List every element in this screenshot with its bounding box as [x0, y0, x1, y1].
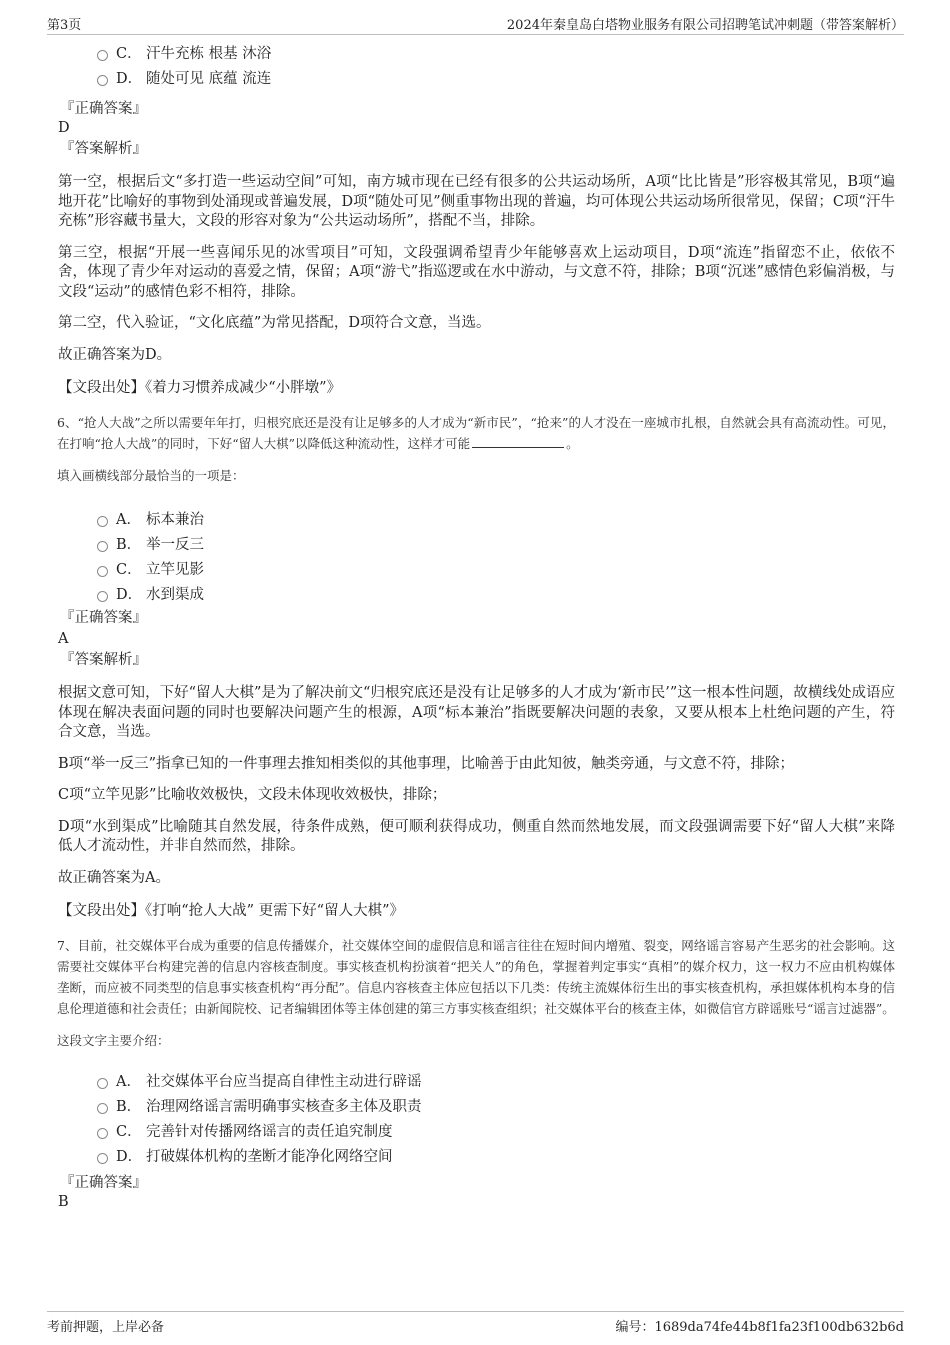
option-d[interactable] — [57, 583, 895, 608]
q5-options — [57, 42, 895, 92]
option-letter: B． — [116, 537, 142, 553]
question-text: 6、“抢人大战”之所以需要年年打，归根究底还是没有让足够多的人才成为“新市民”，“抢来”的人才没在一座城市扎根，自然就会具有高流动性。可见，在打响“抢人大战”的同时，下好“留人大棋”以降低这种流动性，这样才可能 — [57, 415, 895, 451]
option-text: 立竿见影 — [146, 562, 204, 578]
option-text: 打破媒体机构的垄断才能净化网络空间 — [146, 1149, 393, 1165]
option-b[interactable] — [57, 533, 895, 558]
answer-label: 『正确答案』 — [60, 101, 147, 117]
option-letter: D． — [116, 1149, 143, 1165]
document-code — [615, 1316, 904, 1335]
option-letter: A． — [116, 1074, 141, 1090]
analysis-paragraph: 根据文意可知，下好“留人大棋”是为了解决前文“归根究底还是没有让足够多的人才成为‘新市民’”这一根本性问题，故横线处成语应体现在解决表面问题的同时也要解决问题产生的根源，A项“标本兼治”指既要解决问题的表象，又要从根本上杜绝问题的产生，符合文意，当选。 — [58, 685, 895, 740]
correct-answer: D — [58, 120, 70, 136]
option-c[interactable] — [57, 558, 895, 583]
footer-slogan: 考前押题，上岸必备 — [47, 1320, 165, 1335]
analysis-label: 『答案解析』 — [60, 141, 147, 157]
radio-icon[interactable] — [97, 566, 108, 577]
analysis-paragraph: D项“水到渠成”比喻随其自然发展，待条件成熟，便可顺利获得成功，侧重自然而然地发展，而文段强调需要下好“留人大棋”来降低人才流动性，并非自然而然，排除。 — [58, 818, 895, 854]
option-letter: A． — [116, 512, 141, 528]
document-title: 2024年秦皇岛白塔物业服务有限公司招聘笔试冲刺题（带答案解析） — [506, 18, 904, 33]
analysis-paragraph: B项“举一反三”指拿已知的一件事理去推知相类似的其他事理，比喻善于由此知彼，触类旁通，与文意不符，排除； — [58, 755, 794, 772]
radio-icon[interactable] — [97, 516, 108, 527]
option-text: 举一反三 — [146, 537, 204, 553]
analysis-paragraph: 第一空，根据后文“多打造一些运动空间”可知，南方城市现在已经有很多的公共运动场所，A项“比比皆是”形容极其常见，B项“遍地开花”比喻好的事物到处涌现或普遍发展，D项“随处可见”侧重事物出现的普遍，均可体现公共运动场所很常见，保留；C项“汗牛充栋”形容藏书量大，文段的形容对象为“公共运动场所”，搭配不当，排除。 — [58, 174, 895, 229]
analysis-paragraph: 故正确答案为D。 — [58, 346, 172, 363]
question-7: 7、目前，社交媒体平台成为重要的信息传播媒介，社交媒体空间的虚假信息和谣言往往在短时间内增殖、裂变，网络谣言容易产生恶劣的社会影响。这需要社交媒体平台构建完善的信息内容核查制度。事实核查机构扮演着“把关人”的角色，掌握着判定事实“真相”的媒介权力，这一权力不应由机构媒体垄断，而应被不同类型的信息事实核查机构“再分配”。信息内容核查主体应包括以下几类：传统主流媒体衍生出的事实核查机构，承担媒体机构本身的信息伦理道德和社会责任；由新闻院校、记者编辑团体等主体创建的第三方事实核查组织；社交媒体平台的核查主体，如微信官方辟谣账号“谣言过滤器”。 — [57, 938, 895, 1016]
option-text: 水到渠成 — [146, 587, 204, 603]
option-a[interactable] — [57, 1070, 895, 1095]
option-c[interactable] — [57, 42, 895, 67]
fill-blank — [472, 435, 564, 448]
analysis-paragraph: 第三空，根据“开展一些喜闻乐见的冰雪项目”可知，文段强调希望青少年能够喜欢上运动项目，D项“流连”指留恋不止，依依不舍，体现了青少年对运动的喜爱之情，保留；A项“游弋”指巡逻或在水中游动，与文意不符，排除；B项“沉迷”感情色彩偏消极，与文段“运动”的感情色彩不相符，排除。 — [58, 244, 895, 300]
correct-answer: A — [58, 631, 69, 647]
option-letter: C． — [116, 46, 142, 62]
page-footer — [47, 1311, 904, 1334]
document-body — [57, 42, 895, 1214]
option-text: 随处可见 底蕴 流连 — [146, 71, 272, 87]
code-value: 1689da74fe44b8f1fa23f100db632b6d — [654, 1320, 904, 1335]
question-6 — [57, 412, 895, 454]
option-text: 标本兼治 — [146, 512, 204, 528]
q7-options — [57, 1070, 895, 1170]
answer-label: 『正确答案』 — [60, 1175, 147, 1191]
option-a[interactable] — [57, 508, 895, 533]
radio-icon[interactable] — [97, 541, 108, 552]
analysis-label: 『答案解析』 — [60, 652, 147, 668]
question-prompt: 填入画横线部分最恰当的一项是： — [57, 468, 245, 483]
analysis-paragraph: C项“立竿见影”比喻收效极快，文段未体现收效极快，排除； — [58, 787, 447, 803]
code-label: 编号： — [615, 1320, 655, 1335]
source-citation: 【文段出处】《打响“抢人大战” 更需下好“留人大棋”》 — [58, 903, 405, 919]
radio-icon[interactable] — [97, 50, 108, 61]
option-text: 汗牛充栋 根基 沐浴 — [146, 46, 272, 62]
radio-icon[interactable] — [97, 591, 108, 602]
q6-options — [57, 508, 895, 608]
source-citation: 【文段出处】《着力习惯养成减少“小胖墩”》 — [58, 380, 342, 396]
option-letter: D． — [116, 587, 143, 603]
option-b[interactable] — [57, 1095, 895, 1120]
analysis-paragraph: 故正确答案为A。 — [58, 869, 170, 886]
option-letter: D． — [116, 71, 143, 87]
page-header — [47, 14, 904, 35]
option-letter: C． — [116, 562, 142, 578]
option-text: 治理网络谣言需明确事实核查多主体及职责 — [146, 1099, 422, 1115]
question-prompt: 这段文字主要介绍： — [57, 1033, 170, 1048]
option-d[interactable] — [57, 67, 895, 92]
radio-icon[interactable] — [97, 1078, 108, 1089]
option-text: 完善针对传播网络谣言的责任追究制度 — [146, 1124, 393, 1140]
option-letter: C． — [116, 1124, 142, 1140]
radio-icon[interactable] — [97, 75, 108, 86]
option-d[interactable] — [57, 1145, 895, 1170]
answer-label: 『正确答案』 — [60, 610, 147, 626]
question-end: 。 — [566, 436, 579, 451]
correct-answer: B — [58, 1194, 69, 1210]
radio-icon[interactable] — [97, 1128, 108, 1139]
radio-icon[interactable] — [97, 1153, 108, 1164]
option-c[interactable] — [57, 1120, 895, 1145]
radio-icon[interactable] — [97, 1103, 108, 1114]
page-number: 第3页 — [47, 18, 82, 33]
analysis-paragraph: 第二空，代入验证，“文化底蕴”为常见搭配，D项符合文意，当选。 — [58, 315, 491, 331]
option-text: 社交媒体平台应当提高自律性主动进行辟谣 — [146, 1074, 422, 1090]
option-letter: B． — [116, 1099, 142, 1115]
